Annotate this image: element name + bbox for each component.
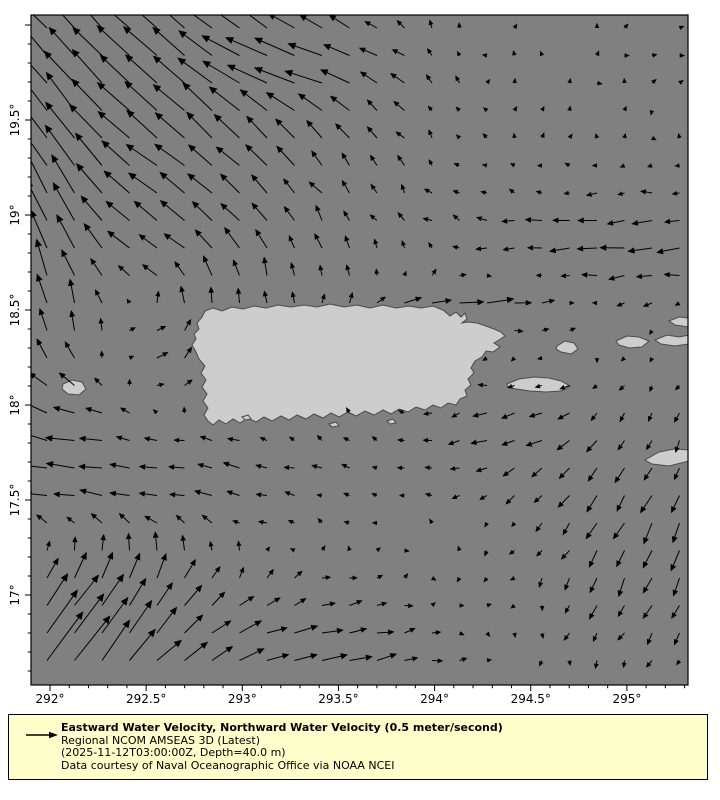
x-tick-label: 292° (35, 692, 65, 706)
legend-box (8, 714, 708, 780)
x-tick-label: 292.5° (125, 692, 167, 706)
y-tick-label: 18.5° (8, 293, 22, 327)
y-tick-label: 19.5° (8, 103, 22, 137)
legend-source: Regional NCOM AMSEAS 3D (Latest) (61, 733, 260, 747)
legend-timestamp: (2025-11-12T03:00:00Z, Depth=40.0 m) (61, 746, 286, 760)
legend-title: Eastward Water Velocity, Northward Water Velocity (0.5 meter/second) (61, 721, 503, 734)
x-tick-label: 295° (612, 692, 642, 706)
legend-courtesy: Data courtesy of Naval Oceanographic Office via NOAA NCEI (61, 758, 395, 772)
y-tick-label: 17.5° (8, 483, 22, 517)
x-tick-label: 294° (420, 692, 450, 706)
x-tick-label: 293° (227, 692, 257, 706)
y-tick-label: 18° (8, 394, 22, 416)
x-tick-label: 294.5° (510, 692, 551, 706)
reference-arrow-icon (25, 730, 59, 740)
y-tick-label: 19° (8, 204, 22, 226)
x-tick-label: 293.5° (318, 692, 359, 706)
y-tick-label: 17° (8, 584, 22, 606)
